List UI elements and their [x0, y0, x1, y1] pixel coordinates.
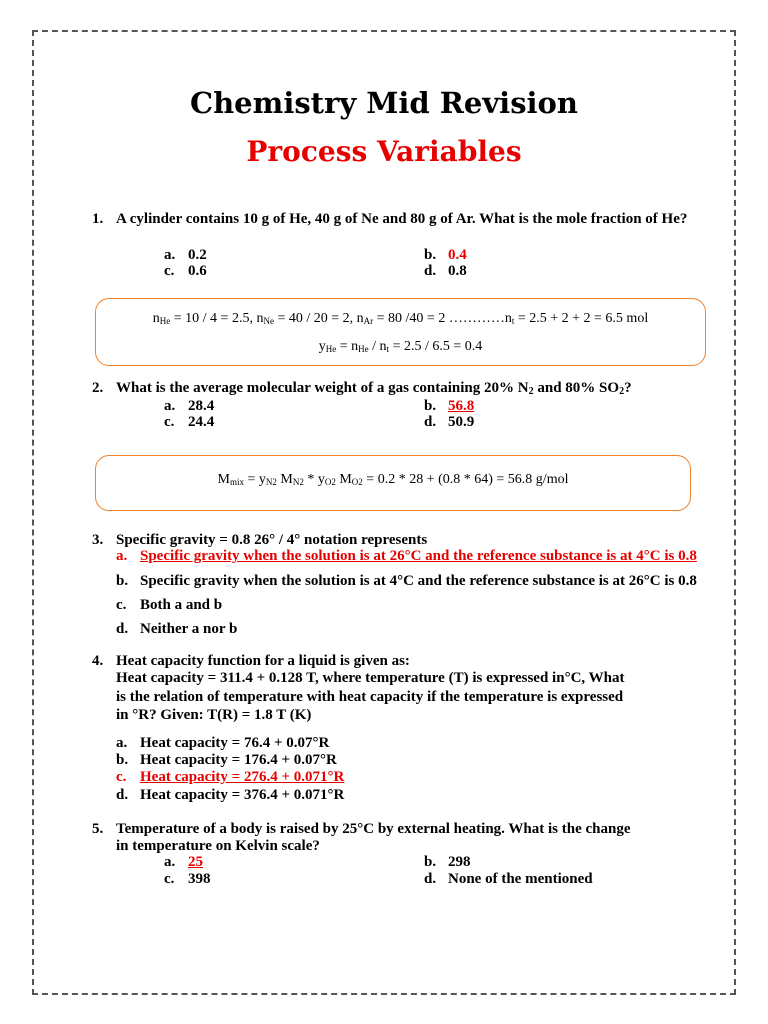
q2-option-b: b. 56.8 — [424, 398, 475, 414]
q3-option-a: a. Specific gravity when the solution is at 26°C and the reference substance is at 4°C is 0.8 — [116, 548, 697, 564]
q2-option-d: d. 50.9 — [424, 414, 475, 430]
question-text-line-1: Heat capacity function for a liquid is given as: — [116, 653, 410, 669]
correct-answer: 0.4 — [448, 247, 467, 263]
question-number: 3. — [92, 532, 104, 548]
question-number: 4. — [92, 653, 104, 669]
q5-option-c: c. 398 — [164, 871, 211, 887]
page-subtitle: Process Variables — [246, 135, 522, 168]
q1-option-c: c. 0.6 — [164, 263, 207, 279]
question-text-line-1: Temperature of a body is raised by 25°C by external heating. What is the change — [116, 821, 631, 837]
question-text: A cylinder contains 10 g of He, 40 g of Ne and 80 g of Ar. What is the mole fraction of He? — [116, 211, 688, 227]
q1-option-a: a. 0.2 — [164, 247, 207, 263]
question-number: 1. — [92, 211, 104, 227]
correct-answer: 25 — [188, 854, 203, 870]
question-text-line-3: is the relation of temperature with heat capacity if the temperature is expressed — [116, 689, 624, 705]
q2-solution-box — [95, 455, 691, 511]
q2-option-c: c. 24.4 — [164, 414, 215, 430]
solution-line: $M_{mix} = y_{N2}$ $M_{N2} * y_{O2}$ $M_{O2} = 0.2 * 28 + (0.8 * 64) = 56.8$ g/mol — [217, 472, 569, 487]
question-text-line-2: in temperature on Kelvin scale? — [116, 838, 320, 854]
q1-solution-box — [95, 298, 706, 366]
solution-line-1: $n_{He} = 10 / 4 = 2.5$, $n_{Ne} = 40 / 20 = 2$, $n_{Ar} = 80$ /40 = 2 $\dots\dots\dots\dots n_t = 2.5 + 2 + 2 = 6.5$ mol — [152, 311, 649, 326]
question-number: 5. — [92, 821, 104, 837]
q4-option-c: c. Heat capacity = 276.4 + 0.071°R — [116, 769, 345, 785]
q3-option-b: b. Specific gravity when the solution is at 4°C and the reference substance is at 26°C is 0.8 — [116, 573, 697, 589]
q3-option-c: c. Both a and b — [116, 597, 223, 613]
q3-option-d: d. Neither a nor b — [116, 621, 238, 637]
q2-option-a: a. 28.4 — [164, 398, 215, 414]
q1-option-b: b. 0.4 — [424, 247, 467, 263]
correct-answer: Specific gravity when the solution is at 26°C and the reference substance is at 4°C is 0.8 — [140, 548, 697, 564]
q5-option-b: b. 298 — [424, 854, 471, 870]
q4-option-d: d. Heat capacity = 376.4 + 0.071°R — [116, 787, 345, 803]
question-text: What is the average molecular weight of a gas containing 20% $N_2$ and 80% $SO_2$? — [116, 380, 632, 397]
question-text-line-2: Heat capacity = 311.4 + 0.128 T, where temperature (T) is expressed in°C, What — [116, 670, 625, 686]
q4-option-a: a. Heat capacity = 76.4 + 0.07°R — [116, 735, 330, 751]
q4-option-b: b. Heat capacity = 176.4 + 0.07°R — [116, 752, 337, 768]
q1-option-d: d. 0.8 — [424, 263, 467, 279]
page-title: Chemistry Mid Revision — [190, 86, 578, 120]
q5-option-a: a. 25 — [164, 854, 203, 870]
solution-line-2: $y_{He} = n_{He} / n_t = 2.5 / 6.5 = 0.4$ — [318, 339, 483, 354]
question-text: Specific gravity = 0.8 26° / 4° notation represents — [116, 532, 428, 548]
correct-answer: Heat capacity = 276.4 + 0.071°R — [140, 769, 345, 785]
q5-option-d: d. None of the mentioned — [424, 871, 593, 887]
correct-answer: 56.8 — [448, 398, 475, 414]
question-number: 2. — [92, 380, 104, 396]
question-text-line-4: in °R? Given: T(R) = 1.8 T (K) — [116, 707, 312, 723]
